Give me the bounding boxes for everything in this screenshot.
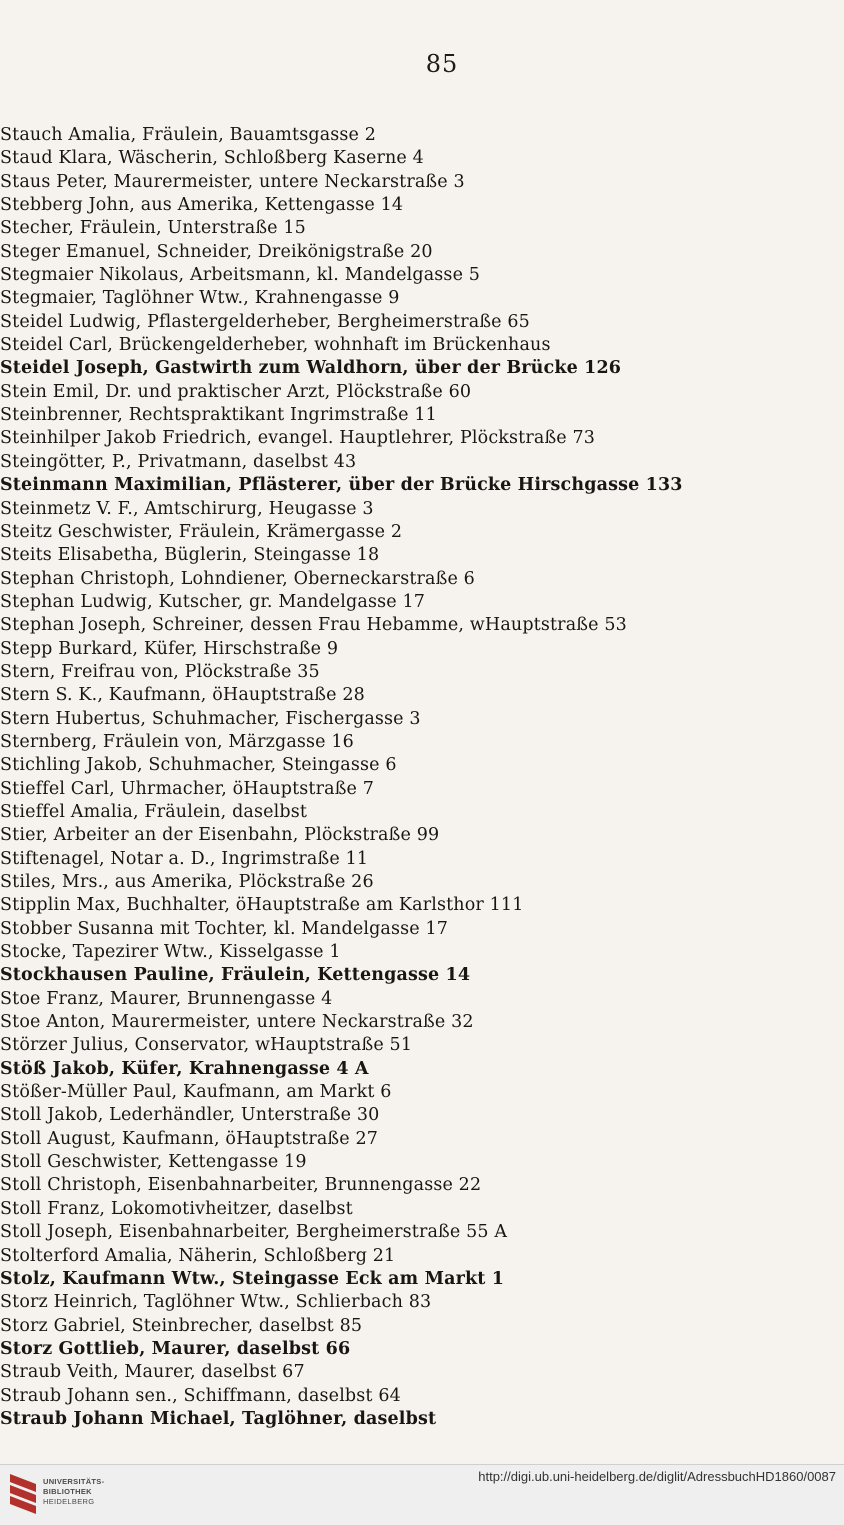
list-item: Steinbrenner, Rechtspraktikant Ingrimstraße 11 xyxy=(0,405,437,426)
list-item: Stephan Christoph, Lohndiener, Oberneckarstraße 6 xyxy=(0,568,475,589)
list-item: Stepp Burkard, Küfer, Hirschstraße 9 xyxy=(0,638,339,659)
list-item: Stipplin Max, Buchhalter, öHauptstraße am Karlsthor 111 xyxy=(0,895,524,916)
list-item: Stoll Joseph, Eisenbahnarbeiter, Bergheimerstraße 55 A xyxy=(0,1222,508,1243)
list-item: Stoll August, Kaufmann, öHauptstraße 27 xyxy=(0,1128,379,1149)
list-item: Steits Elisabetha, Büglerin, Steingasse 18 xyxy=(0,545,380,566)
list-item: Stephan Joseph, Schreiner, dessen Frau Hebamme, wHauptstraße 53 xyxy=(0,615,627,636)
wordmark-line: HEIDELBERG xyxy=(43,1497,95,1506)
list-item: Stoe Anton, Maurermeister, untere Neckarstraße 32 xyxy=(0,1012,474,1033)
list-item: Stern S. K., Kaufmann, öHauptstraße 28 xyxy=(0,685,365,706)
list-item: Stoll Jakob, Lederhändler, Unterstraße 30 xyxy=(0,1105,380,1126)
footer-bar xyxy=(0,1464,844,1525)
list-item: Stöß Jakob, Küfer, Krahnengasse 4 A xyxy=(0,1058,369,1079)
wordmark-line: UNIVERSITÄTS- xyxy=(43,1477,105,1486)
list-item: Stolz, Kaufmann Wtw., Steingasse Eck am Markt 1 xyxy=(0,1268,505,1289)
list-item: Steidel Ludwig, Pflastergelderheber, Bergheimerstraße 65 xyxy=(0,311,530,332)
list-item: Sternberg, Fräulein von, Märzgasse 16 xyxy=(0,731,354,752)
list-item: Storz Heinrich, Taglöhner Wtw., Schlierbach 83 xyxy=(0,1292,432,1313)
list-item: Steingötter, P., Privatmann, daselbst 43 xyxy=(0,451,357,472)
list-item: Stiftenagel, Notar a. D., Ingrimstraße 11 xyxy=(0,848,369,869)
list-item: Steinhilper Jakob Friedrich, evangel. Hauptlehrer, Plöckstraße 73 xyxy=(0,428,596,449)
list-item: Stieffel Amalia, Fräulein, daselbst xyxy=(0,801,308,822)
list-item: Störzer Julius, Conservator, wHauptstraße 51 xyxy=(0,1035,413,1056)
list-item: Stockhausen Pauline, Fräulein, Kettengasse 14 xyxy=(0,965,471,986)
list-item: Straub Johann Michael, Taglöhner, daselbst xyxy=(0,1408,437,1429)
list-item: Stoll Franz, Lokomotivheitzer, daselbst xyxy=(0,1198,353,1219)
list-item: Stein Emil, Dr. und praktischer Arzt, Plöckstraße 60 xyxy=(0,381,472,402)
list-item: Stoe Franz, Maurer, Brunnengasse 4 xyxy=(0,988,333,1009)
list-item: Steger Emanuel, Schneider, Dreikönigstraße 20 xyxy=(0,241,433,262)
list-item: Stieffel Carl, Uhrmacher, öHauptstraße 7 xyxy=(0,778,375,799)
list-item: Storz Gottlieb, Maurer, daselbst 66 xyxy=(0,1338,351,1359)
list-item: Stern, Freifrau von, Plöckstraße 35 xyxy=(0,661,320,682)
list-item: Steinmann Maximilian, Pflästerer, über der Brücke Hirschgasse 133 xyxy=(0,475,683,496)
list-item: Stoll Christoph, Eisenbahnarbeiter, Brunnengasse 22 xyxy=(0,1175,482,1196)
list-item: Stichling Jakob, Schuhmacher, Steingasse 6 xyxy=(0,755,397,776)
list-item: Stephan Ludwig, Kutscher, gr. Mandelgasse 17 xyxy=(0,591,426,612)
list-item: Stecher, Fräulein, Unterstraße 15 xyxy=(0,218,306,239)
list-item: Staud Klara, Wäscherin, Schloßberg Kaserne 4 xyxy=(0,148,424,169)
list-item: Stier, Arbeiter an der Eisenbahn, Plöckstraße 99 xyxy=(0,825,440,846)
university-library-logo-icon xyxy=(10,1474,36,1514)
list-item: Stern Hubertus, Schuhmacher, Fischergasse 3 xyxy=(0,708,421,729)
list-item: Staus Peter, Maurermeister, untere Neckarstraße 3 xyxy=(0,171,465,192)
list-item: Steitz Geschwister, Fräulein, Krämergasse 2 xyxy=(0,521,403,542)
list-item: Straub Johann sen., Schiffmann, daselbst 64 xyxy=(0,1385,401,1406)
list-item: Steinmetz V. F., Amtschirurg, Heugasse 3 xyxy=(0,498,374,519)
list-item: Stößer-Müller Paul, Kaufmann, am Markt 6 xyxy=(0,1082,392,1103)
list-item: Stegmaier Nikolaus, Arbeitsmann, kl. Mandelgasse 5 xyxy=(0,265,481,286)
list-item: Storz Gabriel, Steinbrecher, daselbst 85 xyxy=(0,1315,363,1336)
page-number: 85 xyxy=(425,50,459,78)
library-wordmark xyxy=(43,1477,133,1507)
list-item: Stauch Amalia, Fräulein, Bauamtsgasse 2 xyxy=(0,125,377,145)
list-item: Straub Veith, Maurer, daselbst 67 xyxy=(0,1362,305,1383)
list-item: Steidel Joseph, Gastwirth zum Waldhorn, über der Brücke 126 xyxy=(0,358,622,379)
source-url-link[interactable]: http://digi.ub.uni-heidelberg.de/diglit/AdressbuchHD1860/0087 xyxy=(478,1469,836,1484)
list-item: Stocke, Tapezirer Wtw., Kisselgasse 1 xyxy=(0,942,341,963)
list-item: Stebberg John, aus Amerika, Kettengasse 14 xyxy=(0,195,404,216)
list-item: Stegmaier, Taglöhner Wtw., Krahnengasse 9 xyxy=(0,288,400,309)
list-item: Steidel Carl, Brückengelderheber, wohnhaft im Brückenhaus xyxy=(0,335,551,356)
list-item: Stoll Geschwister, Kettengasse 19 xyxy=(0,1152,307,1173)
wordmark-line: BIBLIOTHEK xyxy=(43,1487,92,1496)
address-entries-list xyxy=(0,124,844,1431)
list-item: Stolterford Amalia, Näherin, Schloßberg 21 xyxy=(0,1245,396,1266)
list-item: Stiles, Mrs., aus Amerika, Plöckstraße 26 xyxy=(0,872,374,892)
list-item: Stobber Susanna mit Tochter, kl. Mandelgasse 17 xyxy=(0,918,449,939)
